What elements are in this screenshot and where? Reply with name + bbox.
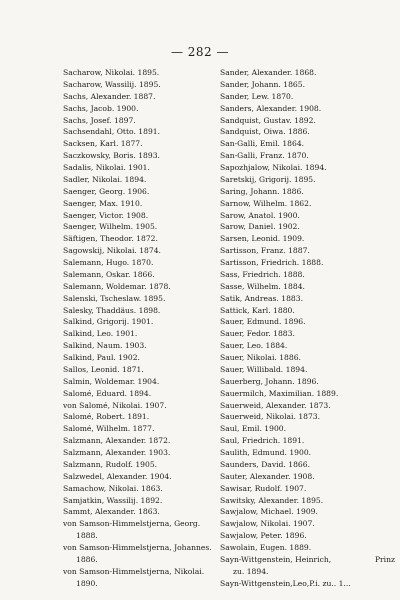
entry-text: Saulith, Edmund. 1900. <box>220 448 312 457</box>
register-entry <box>220 483 395 495</box>
register-entry <box>63 400 213 412</box>
register-entry <box>220 174 395 186</box>
register-entry <box>220 364 395 376</box>
entry-text: Saczkowsky, Boris. 1893. <box>63 151 160 161</box>
register-entry <box>220 269 395 281</box>
entry-text: Sawjalow, Peter. 1896. <box>220 531 307 541</box>
entry-text: Sartisson, Friedrich. 1888. <box>220 258 324 267</box>
register-entry <box>63 483 213 495</box>
register-entry <box>63 126 213 138</box>
register-entry <box>63 269 213 281</box>
entry-text: Sawolain, Eugen. 1889. <box>220 543 312 552</box>
register-entry <box>63 364 213 376</box>
entry-text: Salzmann, Alexander. 1872. <box>63 436 171 446</box>
entry-text: Saenger, Georg. 1906. <box>63 186 150 196</box>
entry-text: Sattick, Karl. 1880. <box>220 305 295 315</box>
register-entry <box>63 186 213 198</box>
entry-text <box>220 554 395 566</box>
register-entry <box>63 471 213 483</box>
register-entry <box>63 542 213 566</box>
entry-text: Sander, Alexander. 1868. <box>220 68 317 77</box>
entry-text: Sauer, Willibald. 1894. <box>220 364 308 374</box>
entry-text: Sasse, Wilhelm. 1884. <box>220 281 305 291</box>
entry-text: Salzwedel, Alexander. 1904. <box>63 471 172 481</box>
entry-text: von Samson-Himmelstjerna, Nikolai. <box>63 566 205 576</box>
entry-text: Sagowskij, Nikolai. 1874. <box>63 246 161 256</box>
register-entry <box>220 435 395 447</box>
register-entry <box>63 281 213 293</box>
entry-text: Sartisson, Franz. 1887. <box>220 246 310 256</box>
entry-text: Sammt, Alexander. 1863. <box>63 507 160 517</box>
entry-text: Sarow, Anatol. 1900. <box>220 210 300 220</box>
register-entry <box>220 257 395 269</box>
entry-text-main: Sayn-Wittgenstein, Heinrich, <box>220 554 332 564</box>
entry-text-tail: Prinz <box>374 554 395 564</box>
entry-text: Sauer, Nikolai. 1886. <box>220 353 301 362</box>
entry-text: Sander, Johann. 1865. <box>220 79 305 89</box>
register-entry <box>220 162 395 174</box>
register-entry <box>63 376 213 388</box>
entry-text: Salkind, Leo. 1901. <box>63 329 138 339</box>
entry-text: Sauer, Fedor. 1883. <box>220 329 295 339</box>
register-entry <box>220 459 395 471</box>
entry-text: Sass, Friedrich. 1888. <box>220 269 305 279</box>
register-entry <box>63 150 213 162</box>
register-entry <box>220 376 395 388</box>
entry-text: Sandquist, Oiwa. 1886. <box>220 127 310 137</box>
register-entry <box>63 411 213 423</box>
register-entry <box>63 115 213 127</box>
entry-text: Salomé, Eduard. 1894. <box>63 388 152 398</box>
entry-text: Sauerweid, Nikolai. 1873. <box>220 412 321 422</box>
register-entry <box>220 578 395 590</box>
entry-text: Salmin, Woldemar. 1904. <box>63 376 160 386</box>
register-entry <box>220 316 395 328</box>
entry-text: Salkind, Paul. 1902. <box>63 353 140 362</box>
register-entry <box>220 495 395 507</box>
entry-text: Sallos, Leonid. 1871. <box>63 364 144 374</box>
entry-text: Salomé, Wilhelm. 1877. <box>63 424 155 434</box>
entry-text: Saring, Johann. 1886. <box>220 186 304 196</box>
register-entry <box>220 221 395 233</box>
entry-text: Samjatkin, Wassilij. 1892. <box>63 495 163 505</box>
entry-text: Sauer, Leo. 1884. <box>220 341 288 351</box>
entry-text: Satik, Andreas. 1883. <box>220 293 303 303</box>
register-entry <box>220 150 395 162</box>
entry-text: Salzmann, Alexander. 1903. <box>63 448 171 457</box>
register-entry <box>220 471 395 483</box>
right-column <box>220 67 395 590</box>
entry-text: San-Galli, Franz. 1870. <box>220 151 309 161</box>
entry-text: Salomé, Robert. 1891. <box>63 412 150 422</box>
register-entry <box>220 423 395 435</box>
register-entry <box>220 210 395 222</box>
register-entry <box>220 352 395 364</box>
entry-text: Sawitsky, Alexander. 1895. <box>220 495 324 505</box>
register-entry <box>220 411 395 423</box>
register-entry <box>220 506 395 518</box>
register-entry <box>63 423 213 435</box>
register-entry <box>63 67 213 79</box>
entry-text: von Samson-Himmelstjerna, Johannes. <box>63 543 212 552</box>
entry-text: Salesky, Thaddäus. 1898. <box>63 305 161 315</box>
entry-text: Saenger, Wilhelm. 1905. <box>63 222 158 232</box>
entry-text: Sadalis, Nikolai. 1901. <box>63 163 150 172</box>
entry-text: Sacharow, Wassilij. 1895. <box>63 79 161 89</box>
entry-text: Samachow, Nikolai. 1863. <box>63 483 163 493</box>
entry-text: Sandquist, Gustav. 1892. <box>220 115 316 125</box>
entry-text: Sayn-Wittgenstein,Leo,P.i. zu.. 1... <box>220 578 351 588</box>
entry-text: Saunders, David. 1866. <box>220 459 310 469</box>
register-entry <box>220 328 395 340</box>
register-entry <box>63 506 213 518</box>
entry-text: Salemann, Oskar. 1866. <box>63 269 155 279</box>
register-entry <box>220 400 395 412</box>
entry-text: Sauter, Alexander. 1908. <box>220 471 315 481</box>
register-entry <box>220 293 395 305</box>
register-entry <box>63 233 213 245</box>
register-entry <box>63 316 213 328</box>
register-entry <box>63 518 213 542</box>
entry-text: Sauerweid, Alexander. 1873. <box>220 400 331 410</box>
entry-text: Sawisar, Rudolf. 1907. <box>220 483 307 493</box>
register-entry <box>63 340 213 352</box>
register-entry <box>220 126 395 138</box>
register-entry <box>220 103 395 115</box>
register-entry <box>220 281 395 293</box>
entry-text: Saenger, Victor. 1908. <box>63 210 149 220</box>
entry-text: Sachsendahl, Otto. 1891. <box>63 127 161 137</box>
entry-text: Sachs, Alexander. 1887. <box>63 91 156 101</box>
entry-text: Sawjalow, Michael. 1909. <box>220 507 318 517</box>
entry-text: Sachs, Jacob. 1900. <box>63 103 139 113</box>
entry-text: Sawjalow, Nikolai. 1907. <box>220 519 315 529</box>
entry-text: Salemann, Hugo. 1870. <box>63 258 154 267</box>
register-entry <box>220 91 395 103</box>
register-entry <box>63 91 213 103</box>
register-entry <box>220 447 395 459</box>
entry-text: Sauer, Edmund. 1896. <box>220 317 306 327</box>
register-entry <box>63 257 213 269</box>
register-entry <box>63 221 213 233</box>
entry-text: Sanders, Alexander. 1908. <box>220 103 322 113</box>
register-entry <box>220 245 395 257</box>
left-column <box>63 67 213 590</box>
register-entry <box>220 138 395 150</box>
register-entry <box>63 293 213 305</box>
entry-text: von Samson-Himmelstjerna, Georg. <box>63 519 201 529</box>
entry-text: Saretskij, Grigorij. 1895. <box>220 174 316 184</box>
register-entry <box>63 305 213 317</box>
register-entry <box>63 174 213 186</box>
page-number: — 282 — <box>170 45 230 59</box>
register-entry <box>63 447 213 459</box>
register-entry <box>63 566 213 590</box>
register-entry <box>220 79 395 91</box>
entry-text: Saul, Emil. 1900. <box>220 424 287 434</box>
register-entry <box>63 245 213 257</box>
entry-text: San-Galli, Emil. 1864. <box>220 139 305 149</box>
entry-text: Säftigen, Theodor. 1872. <box>63 234 158 244</box>
entry-text: Salemann, Woldemar. 1878. <box>63 281 171 291</box>
entry-text: Salzmann, Rudolf. 1905. <box>63 459 158 469</box>
entry-text: Sacharow, Nikolai. 1895. <box>63 68 160 77</box>
register-entry <box>63 210 213 222</box>
entry-text: Sarsen, Leonid. 1909. <box>220 234 305 244</box>
register-entry <box>63 79 213 91</box>
entry-text: Sachs, Josef. 1897. <box>63 115 136 125</box>
register-entry <box>63 138 213 150</box>
register-entry <box>220 305 395 317</box>
register-entry <box>220 518 395 530</box>
entry-text: Sadler, Nikolai. 1894. <box>63 174 147 184</box>
register-entry <box>63 103 213 115</box>
entry-continuation: 1888. <box>76 531 98 541</box>
register-entry <box>63 162 213 174</box>
register-entry <box>63 198 213 210</box>
entry-text: Sauermilch, Maximilian. 1889. <box>220 388 339 398</box>
register-entry <box>220 115 395 127</box>
entry-text: Saenger, Max. 1910. <box>63 198 143 208</box>
register-entry <box>220 198 395 210</box>
entry-continuation: zu. 1894. <box>233 566 269 576</box>
entry-text: Saul, Friedrich. 1891. <box>220 436 305 446</box>
register-entry <box>220 67 395 79</box>
entry-text: Sander, Lew. 1870. <box>220 91 294 101</box>
register-entry <box>63 459 213 471</box>
register-entry <box>63 388 213 400</box>
entry-text: Salkind, Naum. 1903. <box>63 341 147 351</box>
entry-continuation: 1890. <box>76 578 98 588</box>
register-entry <box>63 352 213 364</box>
entry-text: Salkind, Grigorij. 1901. <box>63 317 154 327</box>
entry-text: Sauerberg, Johann. 1896. <box>220 376 319 386</box>
register-entry <box>220 340 395 352</box>
register-entry <box>63 495 213 507</box>
register-entry <box>220 233 395 245</box>
register-entry <box>220 542 395 554</box>
entry-text: Sacksen, Karl. 1877. <box>63 139 143 149</box>
register-entry <box>220 530 395 542</box>
entry-continuation: 1886. <box>76 554 98 564</box>
entry-text: Sarnow, Wilhelm. 1862. <box>220 198 312 208</box>
register-entry <box>220 388 395 400</box>
entry-text: Salenski, Tscheslaw. 1895. <box>63 293 166 303</box>
register-entry <box>220 186 395 198</box>
entry-text: Sapozhjalow, Nikolai. 1894. <box>220 163 327 172</box>
register-entry <box>63 435 213 447</box>
entry-text: von Salomé, Nikolai. 1907. <box>63 400 167 410</box>
register-entry <box>63 328 213 340</box>
entry-text: Sarow, Daniel. 1902. <box>220 222 300 232</box>
register-entry <box>220 554 395 578</box>
